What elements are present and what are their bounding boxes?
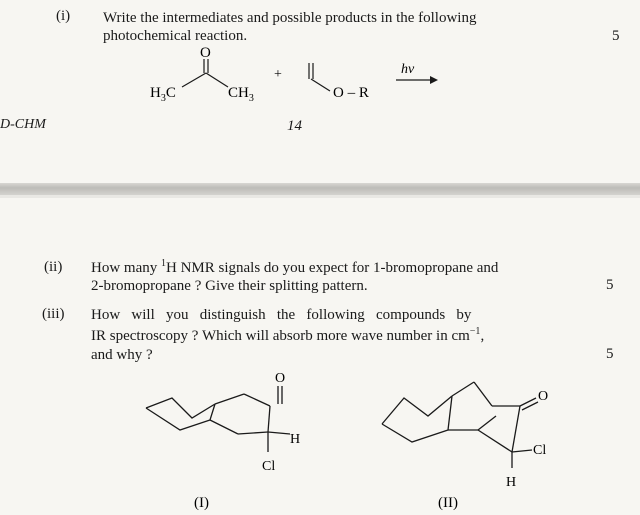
structure-I-fused-top xyxy=(215,394,244,404)
question-i-line2: photochemical reaction. xyxy=(103,28,248,44)
structure-I-to-carbonyl xyxy=(244,394,270,406)
question-number-i: (i) xyxy=(56,8,71,24)
structure-II-chlorine: Cl xyxy=(533,443,547,458)
reaction-arrow-head xyxy=(430,76,438,84)
marks-i: 5 xyxy=(612,28,620,44)
structure-I xyxy=(146,386,290,452)
structure-I-chlorine: Cl xyxy=(262,459,276,474)
structure-I-label: (I) xyxy=(194,495,209,511)
question-iii-line3: and why ? xyxy=(91,347,153,363)
structure-I-c-h xyxy=(268,432,290,434)
question-iii-text xyxy=(91,306,591,364)
methyl-left: $H_3C$ xyxy=(150,85,176,104)
marks-ii: 5 xyxy=(606,277,614,293)
plus-sign: + xyxy=(274,67,282,82)
question-ii-line2: 2-bromopropane ? Give their splitting pattern. xyxy=(91,278,368,294)
question-ii-line1: How many $^1$H NMR signals do you expect for 1-bromopropane and xyxy=(91,258,499,276)
question-ii-text xyxy=(91,259,498,295)
question-number-ii: (ii) xyxy=(44,259,63,275)
structure-I-oxygen: O xyxy=(275,371,286,386)
marks-iii: 5 xyxy=(606,346,614,362)
structure-II xyxy=(382,382,538,468)
hv-label: hv xyxy=(401,62,415,77)
structures-figure xyxy=(0,360,640,515)
page-break-shadow xyxy=(0,195,640,198)
structure-II-ring-bottom xyxy=(382,396,452,442)
structure-II-ring-top xyxy=(382,396,452,424)
structure-I-c-c xyxy=(268,406,270,432)
carbonyl-oxygen: O xyxy=(200,45,211,61)
structure-II-oxygen: O xyxy=(538,389,549,404)
structure-II-fused-top xyxy=(452,382,474,396)
footer-page-number: 14 xyxy=(287,118,302,134)
structure-I-ring-bottom xyxy=(146,404,215,430)
question-iii-line1: How will you distinguish the following compounds by xyxy=(91,307,472,323)
question-i-line1: Write the intermediates and possible products in the following xyxy=(103,10,477,26)
question-number-iii: (iii) xyxy=(42,306,65,322)
structure-I-hydrogen: H xyxy=(290,432,301,447)
structure-II-hydrogen: H xyxy=(506,475,517,490)
ether-group: O – R xyxy=(333,85,369,101)
footer-course-code: D-CHM xyxy=(0,117,46,132)
structure-I-fused-bottom xyxy=(210,420,238,434)
structure-II-ring5-b xyxy=(478,416,496,430)
question-iii-line2: IR spectroscopy ? Which will absorb more wave number in $cm^{-1}$, xyxy=(91,326,485,344)
structure-II-label: (II) xyxy=(438,495,458,511)
reaction-scheme xyxy=(0,0,640,115)
structure-II-c-cl xyxy=(512,450,532,452)
vinyl-single xyxy=(311,79,330,91)
page-break xyxy=(0,183,640,195)
acetone-bond-left xyxy=(182,73,206,87)
acetone-bond-right xyxy=(206,73,228,87)
methyl-right: $CH_3$ xyxy=(228,85,254,104)
structure-II-ring5-a xyxy=(474,382,492,406)
structure-II-to-cchl xyxy=(478,430,512,452)
structure-II-c-c xyxy=(512,406,520,452)
structure-I-to-cchl xyxy=(238,432,268,434)
